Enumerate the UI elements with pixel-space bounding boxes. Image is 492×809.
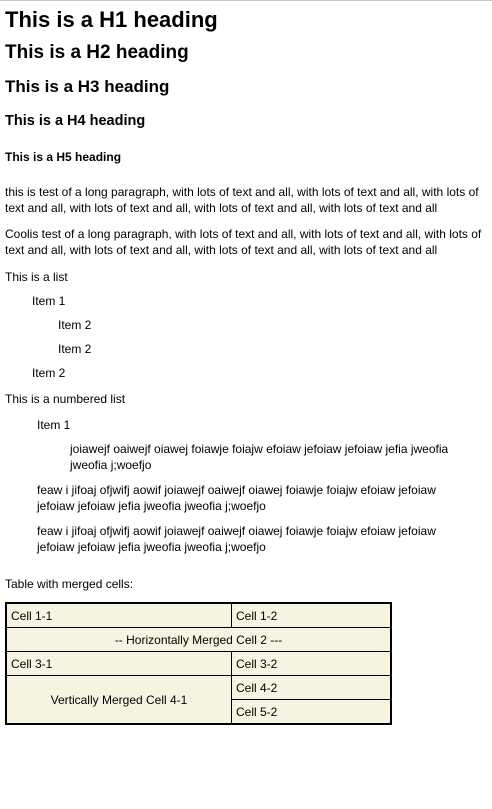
heading-h5: This is a H5 heading [5, 150, 122, 164]
heading-h1: This is a H1 heading [5, 7, 218, 32]
bullet-list-title: This is a list [5, 270, 68, 284]
document-page [0, 7, 492, 725]
table-caption: Table with merged cells: [5, 577, 134, 591]
list-item [5, 482, 488, 514]
numbered-list [5, 417, 488, 555]
list-item-label: Item 2 [58, 318, 92, 332]
table-cell: Cell 3-1 [6, 652, 232, 676]
table-row [6, 676, 391, 700]
heading-h3: This is a H3 heading [5, 77, 170, 96]
heading-h4: This is a H4 heading [5, 113, 146, 129]
list-item [5, 523, 488, 555]
table-cell: Cell 1-1 [6, 603, 232, 628]
list-item-label: feaw i jifoaj ofjwifj aowif joiawejf oaiwejf oiawej foiawje foiajw efoiaw jefoiaw jefoiaw jefoiaw jefia jweofia jweofia j;woefjo [37, 483, 436, 513]
list-item [5, 341, 488, 357]
table-cell: Cell 5-2 [232, 700, 392, 725]
list-item [5, 365, 488, 381]
table-cell: Cell 1-2 [232, 603, 392, 628]
table-cell-vertical-merged: Vertically Merged Cell 4-1 [6, 676, 232, 725]
paragraph: Coolis test of a long paragraph, with lots of text and all, with lots of text and all, with lots of text and all, with lots of text and all, with lots of text and all, with lots of text and all [5, 227, 482, 257]
table-row [6, 652, 391, 676]
list-item-label: feaw i jifoaj ofjwifj aowif joiawejf oaiwejf oiawej foiawje foiajw efoiaw jefoiaw jefoiaw jefoiaw jefia jweofia jweofia j;woefjo [37, 524, 436, 554]
numbered-list-title: This is a numbered list [5, 392, 126, 406]
list-item-label: Item 1 [37, 418, 71, 432]
list-item [5, 293, 488, 309]
list-item-label: Item 2 [58, 342, 92, 356]
list-item [5, 417, 488, 433]
heading-h2: This is a H2 heading [5, 42, 189, 63]
table-cell: Cell 3-2 [232, 652, 392, 676]
merged-cells-table [5, 602, 392, 725]
table-row [6, 603, 391, 628]
list-item-label: Item 1 [32, 294, 66, 308]
table-cell: Cell 4-2 [232, 676, 392, 700]
table-cell-horizontal-merged: -- Horizontally Merged Cell 2 --- [6, 628, 391, 652]
list-item [5, 317, 488, 333]
bullet-list [5, 293, 488, 381]
list-item-label: joiawejf oaiwejf oiawej foiawje foiajw efoiaw jefoiaw jefoiaw jefia jweofia jweofia j;woefjo [70, 442, 449, 472]
paragraph: this is test of a long paragraph, with lots of text and all, with lots of text and all, with lots of text and all, with lots of text and all, with lots of text and all, with lots of text and all [5, 185, 479, 215]
list-item [5, 441, 488, 473]
list-item-label: Item 2 [32, 366, 66, 380]
table-row [6, 628, 391, 652]
